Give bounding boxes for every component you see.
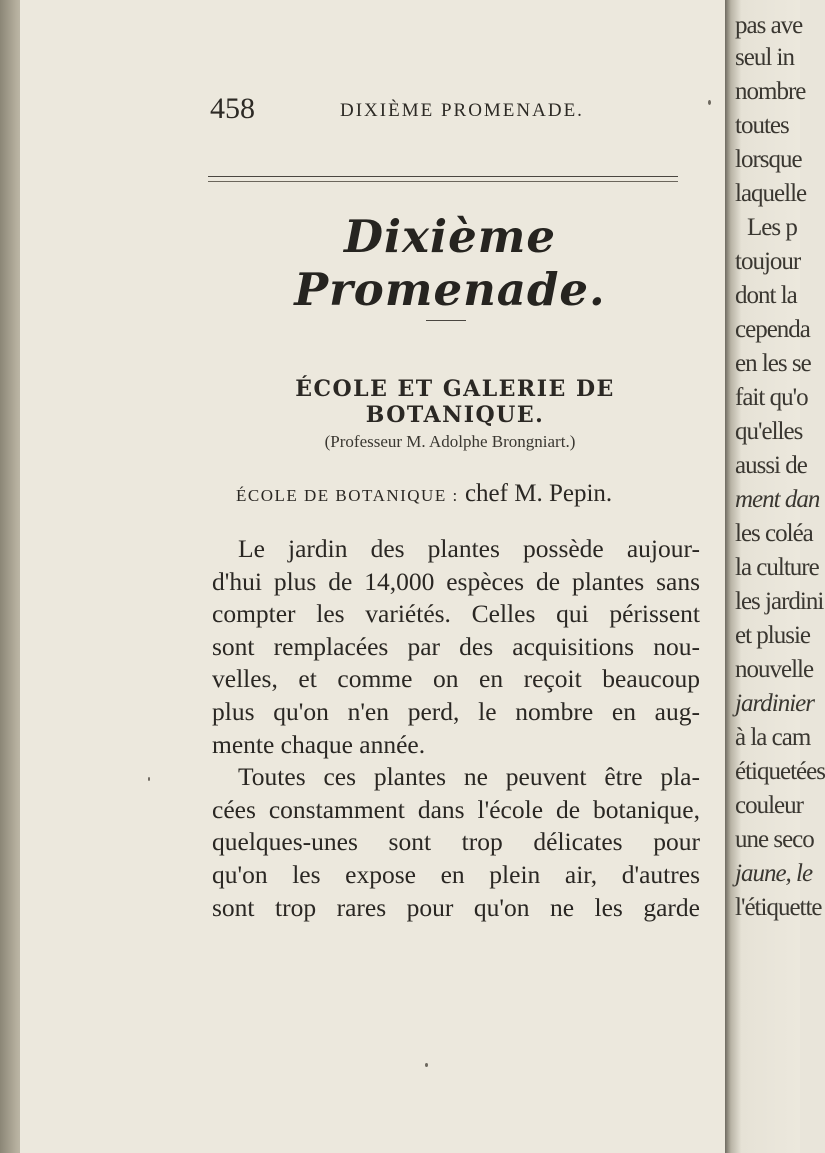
facing-fragment: toujour xyxy=(735,248,801,275)
facing-fragment: laquelle xyxy=(735,180,807,207)
body-line: mente chaque année. xyxy=(212,729,426,759)
facing-fragment: couleur xyxy=(735,792,803,819)
facing-fragment: la culture xyxy=(735,554,819,581)
facing-fragment: dont la xyxy=(735,282,797,309)
facing-fragment: jardinier xyxy=(735,690,814,717)
school-line-chief: chef M. Pepin. xyxy=(458,480,613,507)
facing-fragment: cependa xyxy=(735,316,810,343)
facing-fragment: les coléa xyxy=(735,520,813,547)
school-line xyxy=(236,480,706,508)
facing-fragment: pas ave xyxy=(735,12,803,39)
body-line: sont trop rares pour qu'on ne les garde xyxy=(212,892,700,922)
facing-fragment: jaune, le xyxy=(735,860,813,887)
body-line: Toutes ces plantes ne peuvent être pla- xyxy=(238,762,700,792)
body-line: cées constamment dans l'école de botanique, xyxy=(212,794,700,824)
facing-fragment: et plusie xyxy=(735,622,811,649)
facing-fragment: une seco xyxy=(735,826,814,853)
chapter-title: Dixième Promenade. xyxy=(294,210,606,316)
body-line: d'hui plus de 14,000 espèces de plantes sans xyxy=(212,566,700,596)
professor-line: (Professeur M. Adolphe Brongniart.) xyxy=(324,432,576,451)
paper-speck xyxy=(425,1063,428,1067)
body-line: compter les variétés. Celles qui périssent xyxy=(212,599,700,629)
facing-fragment: aussi de xyxy=(735,452,807,479)
body-line: sont remplacées par des acquisitions nou- xyxy=(212,631,700,661)
body-line: qu'on les expose en plein air, d'autres xyxy=(212,859,700,889)
facing-fragment: qu'elles xyxy=(735,418,803,445)
body-line: quelques-unes sont trop délicates pour xyxy=(212,827,700,857)
facing-page xyxy=(725,0,825,1153)
body-line: plus qu'on n'en perd, le nombre en aug- xyxy=(212,696,700,726)
facing-fragment: nombre xyxy=(735,78,806,105)
section-heading: ÉCOLE ET GALERIE DE BOTANIQUE. xyxy=(295,376,615,428)
facing-fragment: les jardini xyxy=(735,588,824,615)
paper-speck xyxy=(708,100,711,105)
body-paragraphs xyxy=(212,533,700,924)
facing-fragment: à la cam xyxy=(735,724,811,751)
school-line-label: ÉCOLE DE BOTANIQUE : xyxy=(236,486,459,505)
paper-speck xyxy=(148,777,150,781)
facing-fragment: fait qu'o xyxy=(735,384,808,411)
running-head: DIXIÈME PROMENADE. xyxy=(340,100,584,121)
facing-fragment: étiquetées xyxy=(735,758,825,785)
page-header xyxy=(210,92,690,132)
facing-fragment: l'étiquette xyxy=(735,894,822,921)
body-line: velles, et comme on en reçoit beaucoup xyxy=(212,664,700,694)
facing-fragment: lorsque xyxy=(735,146,802,173)
facing-fragment: ment dan xyxy=(735,486,820,513)
facing-fragment: toutes xyxy=(735,112,789,139)
body-line: Le jardin des plantes possède aujour- xyxy=(238,534,700,563)
facing-fragment: en les se xyxy=(735,350,811,377)
header-double-rule xyxy=(208,176,678,182)
facing-fragment: seul in xyxy=(735,44,794,71)
page-number: 458 xyxy=(210,92,255,125)
facing-fragment: nouvelle xyxy=(735,656,814,683)
facing-fragment: Les p xyxy=(747,214,797,241)
title-separator-rule xyxy=(426,320,466,321)
